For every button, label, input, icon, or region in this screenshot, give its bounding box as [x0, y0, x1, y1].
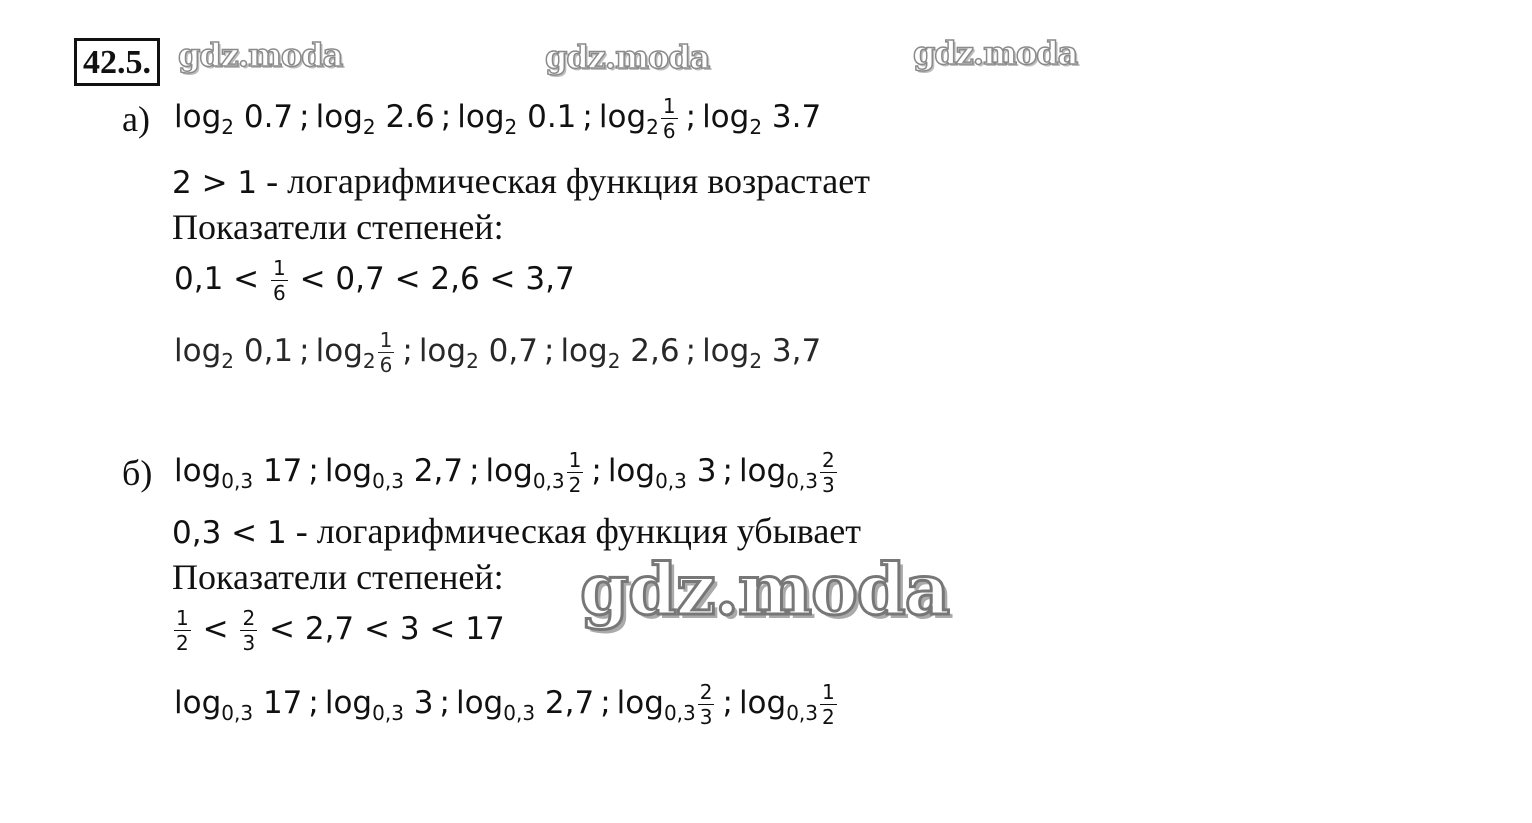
- fraction: $\frac{1}{6}$: [273, 256, 286, 305]
- separator: ;: [722, 453, 733, 489]
- log-argument: 17: [262, 685, 303, 721]
- log-term: [315, 99, 458, 139]
- log-term: [607, 453, 739, 493]
- log-term: [485, 448, 608, 497]
- log-argument: 0.1: [527, 99, 577, 135]
- log-symbol: log: [174, 453, 222, 489]
- exponents-label: Показатели степеней:: [172, 207, 504, 247]
- log-term: [560, 333, 702, 373]
- separator: ;: [469, 453, 480, 489]
- log-base: 2: [504, 115, 518, 139]
- ineq-text: < 2,7 < 3 < 17: [269, 611, 505, 647]
- log-symbol: log: [560, 333, 608, 369]
- fraction: $\frac{2}{3}$: [242, 606, 256, 655]
- ineq-text: 0,1 <: [174, 261, 260, 297]
- log-term: [174, 685, 325, 725]
- log-symbol: log: [174, 685, 222, 721]
- log-symbol: log: [418, 333, 467, 369]
- log-symbol: log: [455, 685, 504, 721]
- watermark: gdz.moda: [580, 548, 950, 631]
- exercise-number: 42.5.: [74, 38, 160, 86]
- log-term: [324, 685, 456, 725]
- log-symbol: log: [616, 685, 664, 721]
- part-a-label: а): [122, 99, 150, 139]
- part-b-condition: [172, 510, 861, 552]
- log-symbol: log: [738, 453, 787, 489]
- fraction: $\frac{1}{6}$: [662, 94, 676, 143]
- log-symbol: log: [174, 333, 222, 369]
- separator: ;: [600, 685, 611, 721]
- log-base: 2: [466, 349, 479, 373]
- log-term: [174, 453, 325, 493]
- log-argument: 0.7: [243, 99, 294, 135]
- log-term: [418, 333, 561, 373]
- log-argument: 2,7: [413, 453, 464, 489]
- part-b-label: б): [122, 453, 153, 493]
- log-term: [702, 99, 822, 139]
- log-argument: 17: [262, 453, 303, 489]
- part-b-log-list: [174, 450, 839, 495]
- log-base: 2: [362, 115, 376, 139]
- log-base: 0,3: [503, 701, 536, 725]
- log-base: 2: [607, 349, 621, 373]
- part-b-answer: [174, 682, 839, 727]
- log-symbol: log: [457, 99, 505, 135]
- separator: ;: [440, 99, 452, 135]
- log-base: 0,3: [532, 469, 565, 493]
- log-base: 0,3: [221, 701, 254, 725]
- separator: ;: [308, 685, 319, 721]
- part-a-condition: [172, 160, 870, 202]
- separator: ;: [402, 333, 413, 369]
- log-symbol: log: [607, 453, 656, 489]
- condition-math: 0,3 < 1: [172, 515, 287, 551]
- part-b-inequality: [172, 608, 505, 653]
- log-base: 2: [221, 349, 234, 373]
- condition-math: 2 > 1: [172, 165, 258, 201]
- separator: ;: [685, 333, 697, 369]
- log-base: 2: [362, 349, 376, 373]
- fraction: $\frac{1}{2}$: [822, 680, 835, 729]
- fraction: $\frac{2}{3}$: [822, 448, 835, 497]
- log-symbol: log: [598, 99, 647, 135]
- log-symbol: log: [702, 99, 750, 135]
- log-symbol: log: [174, 99, 222, 135]
- log-base: 0,3: [221, 469, 254, 493]
- log-term: [174, 99, 316, 139]
- log-argument: 3.7: [771, 99, 822, 135]
- fraction: $\frac{1}{2}$: [176, 606, 189, 655]
- log-argument: 0,1: [243, 333, 294, 369]
- log-argument: 3: [696, 453, 717, 489]
- log-term: [738, 448, 839, 497]
- ineq-text: < 0,7 < 2,6 < 3,7: [299, 261, 575, 297]
- exponents-label: Показатели степеней:: [172, 557, 504, 597]
- condition-text: - логарифмическая функция возрастает: [257, 161, 870, 201]
- log-base: 0,3: [372, 469, 404, 493]
- log-symbol: log: [315, 99, 363, 135]
- part-a-inequality: [174, 258, 575, 303]
- log-term: [324, 453, 486, 493]
- log-argument: 3: [413, 685, 434, 721]
- log-base: 0,3: [663, 701, 696, 725]
- log-symbol: log: [324, 685, 373, 721]
- log-term: [315, 328, 419, 377]
- log-term: [702, 333, 822, 373]
- log-symbol: log: [702, 333, 750, 369]
- log-base: 0,3: [786, 701, 819, 725]
- log-base: 2: [646, 115, 659, 139]
- log-base: 0,3: [372, 701, 404, 725]
- log-base: 2: [749, 349, 763, 373]
- log-term: [738, 680, 839, 729]
- log-term: [455, 685, 617, 725]
- log-base: 2: [749, 115, 763, 139]
- log-symbol: log: [324, 453, 373, 489]
- log-base: 0,3: [786, 469, 819, 493]
- watermark: gdz.moda: [913, 34, 1078, 72]
- fraction: $\frac{1}{6}$: [379, 328, 393, 377]
- log-term: [616, 680, 739, 729]
- log-argument: 3,7: [771, 333, 822, 369]
- separator: ;: [439, 685, 450, 721]
- ineq-text: <: [202, 611, 229, 647]
- separator: ;: [299, 333, 310, 369]
- log-symbol: log: [315, 333, 363, 369]
- condition-text: - логарифмическая функция убывает: [286, 511, 862, 551]
- part-a-log-list: [174, 96, 821, 141]
- log-argument: 2.6: [385, 99, 435, 135]
- fraction: $\frac{2}{3}$: [699, 680, 713, 729]
- log-term: [457, 99, 599, 139]
- log-argument: 0,7: [488, 333, 538, 369]
- log-base: 2: [221, 115, 234, 139]
- log-argument: 2,7: [544, 685, 595, 721]
- log-base: 0,3: [655, 469, 687, 493]
- separator: ;: [299, 99, 310, 135]
- watermark: gdz.moda: [545, 38, 710, 76]
- separator: ;: [582, 99, 593, 135]
- log-term: [598, 94, 702, 143]
- separator: ;: [308, 453, 319, 489]
- separator: ;: [722, 685, 733, 721]
- watermark: gdz.moda: [178, 36, 343, 74]
- log-symbol: log: [485, 453, 533, 489]
- separator: ;: [591, 453, 602, 489]
- part-a-answer: [174, 330, 821, 375]
- fraction: $\frac{1}{2}$: [568, 448, 582, 497]
- separator: ;: [685, 99, 697, 135]
- log-term: [174, 333, 316, 373]
- log-symbol: log: [738, 685, 787, 721]
- log-argument: 2,6: [630, 333, 680, 369]
- separator: ;: [543, 333, 555, 369]
